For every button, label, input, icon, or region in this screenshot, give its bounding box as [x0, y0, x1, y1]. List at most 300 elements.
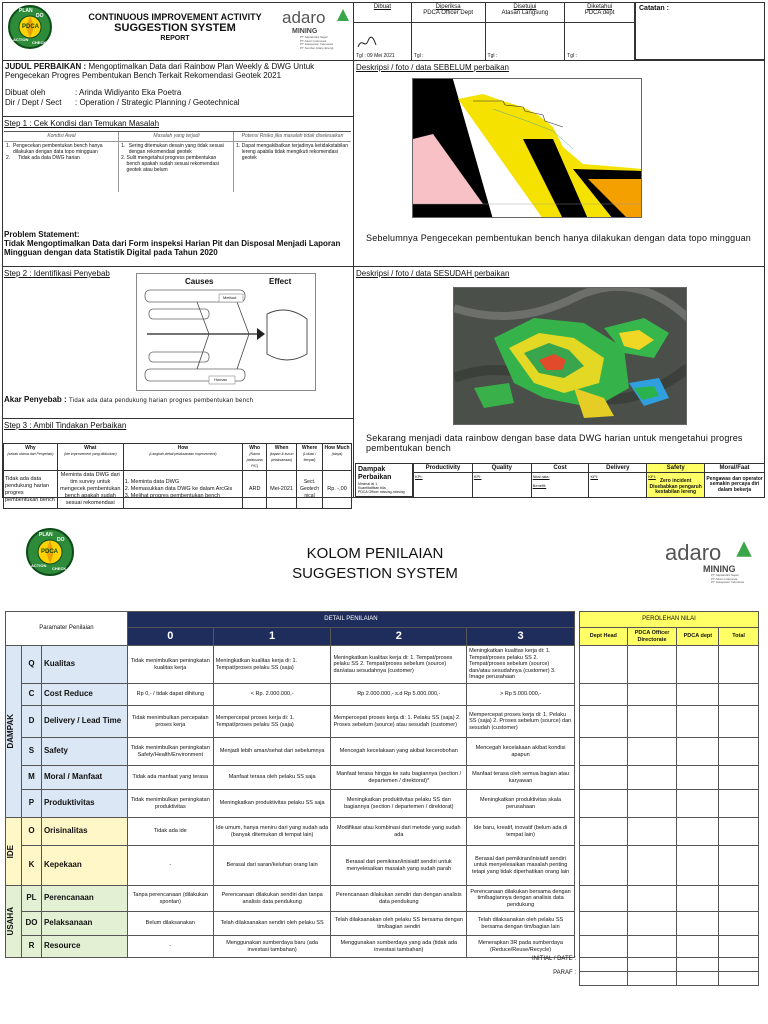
step3-col-how: [123, 444, 242, 471]
akar-row: [4, 395, 349, 405]
step3-col-why: [4, 444, 58, 471]
rainbow-map: [454, 288, 687, 425]
step3-col-what: [57, 444, 123, 471]
sig-disetujui-cell: [485, 3, 565, 23]
dampak-head-productivity: Productivity: [414, 464, 473, 473]
step1-title: Step 1 : Cek Kondisi dan Temukan Masalah: [4, 119, 160, 128]
row-pl-c1: Perencanaan dilakukan sendiri dan tanpa analisis data pendukung: [213, 886, 331, 912]
adaro-logo-2: [665, 540, 760, 590]
step1-col1-item-2: 2. Tidak ada data DWG harian: [6, 155, 80, 161]
dampak-productivity: [414, 473, 473, 498]
dampak-cost: [531, 473, 589, 498]
dampak-delivery-kpi: KPI:: [590, 474, 598, 479]
step1-col1-item-1: 1. Pengecekan pembentukan bench hanya dilakukan dengan data topo mingguan: [6, 143, 116, 155]
dampak-note-2: Kuantitatifkan bila: [358, 486, 386, 490]
sig-tgl-1-cell: [354, 23, 412, 61]
score-m-2[interactable]: [627, 766, 677, 790]
step3-when: Mei-2021: [267, 471, 297, 509]
dept-value: : Operation / Strategic Planning / Geotechnical: [75, 98, 240, 107]
row-c-c3: > Rp 5.000.000,-: [467, 684, 575, 706]
row-k-c0: -: [127, 846, 213, 886]
score-s-2[interactable]: [627, 738, 677, 766]
nilai-header: PEROLEHAN NILAI: [580, 612, 759, 628]
row-p-c1: Meningkatkan produktivitas pelaku SS saja: [213, 790, 331, 818]
dampak-quality: [472, 473, 531, 498]
score-m-1[interactable]: [580, 766, 628, 790]
sesudah-image: [453, 287, 687, 425]
score-r-3[interactable]: [677, 936, 719, 958]
step3-how-3: 3. Melihat progres pembentukan bench: [124, 493, 221, 499]
row-s-code: S: [21, 738, 41, 766]
step2-title: Step 2 : Identifikasi Penyebab: [4, 269, 110, 278]
row-m-name: Moral / Manfaat: [41, 766, 127, 790]
row-m-c3: Manfaat terasa oleh semua bagian atau karyawan: [467, 766, 575, 790]
step1-col1: [6, 143, 116, 161]
row-s-c0: Tidak menimbulkan peningkatan Safety/Health/Environment: [127, 738, 213, 766]
sig-diperiksa-sub: PDCA Officer Dept: [423, 10, 474, 16]
row-s-c2: Mencegah kecelakaan yang akibat kecerobohan: [331, 738, 467, 766]
row-o-c0: Tidak ada ide: [127, 818, 213, 846]
step3-col-who-label: Who: [249, 445, 261, 451]
score-pl-3[interactable]: [677, 886, 719, 912]
pdca-logo: [8, 5, 52, 49]
row-d-name: Delivery / Lead Time: [41, 706, 127, 738]
score-pl-2[interactable]: [627, 886, 677, 912]
nilai-table: [579, 611, 759, 986]
sig-tgl-4: Tgl :: [567, 53, 577, 59]
adaro-brand: adaro: [282, 8, 326, 27]
step3-col-when-label: When: [274, 445, 289, 451]
row-d-code: D: [21, 706, 41, 738]
step1-hline: [4, 141, 351, 142]
row-d-c1: Mempercepat proses kerja di: 1. Tempat/proses pelaku SS (saja): [213, 706, 331, 738]
step1-col1-text-1: Pengecekan pembentukan bench hanya dilakukan dengan data topo mingguan: [13, 143, 103, 155]
company-2: PT Adaro Indonesia: [300, 38, 327, 43]
dibuat-oleh-row: [5, 88, 350, 97]
row-r-c0: -: [127, 936, 213, 958]
row-m-c0: Tidak ada manfaat yang terasa: [127, 766, 213, 790]
step3-how-2: 2. Memasukkan data DWG ke dalam ArcGis: [124, 486, 233, 492]
nilai-col-total: Total: [719, 628, 759, 646]
score-r-2[interactable]: [627, 936, 677, 958]
row-do-c2: Telah dilaksanakan oleh pelaku SS bersama dengan tim/bagian sendiri: [331, 912, 467, 936]
paraf-4[interactable]: [719, 972, 759, 986]
score-do-1[interactable]: [580, 912, 628, 936]
signature-scribble: [356, 35, 378, 51]
step1-col3-text-1: Dapat mengakibatkan terjadinya ketidakstabilan lereng apabila tidak mengikuti rekomendasi geotek: [241, 143, 348, 161]
fishbone-diagram: [136, 273, 316, 391]
step3-col-what-sub: (Ide improvement yang dilakukan): [63, 452, 117, 456]
penilaian-title-2: SUGGESTION SYSTEM: [292, 565, 458, 582]
pdca-logo-2-top: PLAN: [39, 532, 53, 538]
row-q-c0: Tidak menimbulkan peningkatan kualitas kerja: [127, 646, 213, 684]
row-pl-c0: Tanpa perencanaan (dilakukan spontan): [127, 886, 213, 912]
score-o-3[interactable]: [677, 818, 719, 846]
row-p-c3: Meningkatkan produktivitas skala perusahaan: [467, 790, 575, 818]
step3-what: Meminta data DWG dari tim survey untuk mengecek pembentukan bench apakah sudah sesuai rekomendasi: [57, 471, 123, 509]
report-title-3: REPORT: [160, 35, 190, 42]
dampak-safety: [647, 473, 705, 498]
sig-tgl-4-cell: [565, 23, 635, 61]
adaro-sub: MINING: [292, 28, 318, 35]
judul-text: Mengoptimalkan Data dari Rainbow Plan Weekly & DWG Untuk Pengecekan Progres Pembentukan Bench Terkait Rekomendasi Geotek 2021: [5, 62, 315, 80]
row-o-c3: Ide baru, kreatif, inovatif (belum ada di tempat lain): [467, 818, 575, 846]
fishbone-human: Human: [214, 377, 227, 382]
problem-label: Problem Statement:: [4, 230, 80, 239]
company-2-1: PT Saptaindra Sejati: [711, 573, 739, 577]
step3-col-where-sub: (Lokasi / tempat): [302, 452, 317, 462]
dampak-head-safety: Safety: [647, 464, 705, 473]
sesudah-desc: Sekarang menjadi data rainbow dengan base data DWG harian untuk mengetahui progres pembentukan bench: [366, 433, 743, 453]
row-c-c0: Rp 0,- / tidak dapat dihitung: [127, 684, 213, 706]
step1-table: [4, 131, 351, 201]
row-s-c1: Menjadi lebih aman/sehat dari sebelumnya: [213, 738, 331, 766]
row-m-code: M: [21, 766, 41, 790]
step1-col3-item-1: 1. Dapat mengakibatkan terjadinya ketidakstabilan lereng apabila tidak mengikuti rekomendasi geotek: [236, 143, 348, 161]
dampak-note-1: Minimal isi 1: [358, 482, 378, 486]
nilai-col-pdca-dir: PDCA Officer Directorate: [627, 628, 677, 646]
row-c-code: C: [21, 684, 41, 706]
row-p-c0: Tidak menimbulkan peningkatan produktivitas: [127, 790, 213, 818]
row-k-code: K: [21, 846, 41, 886]
score-d-3[interactable]: [677, 706, 719, 738]
score-do-total[interactable]: [719, 912, 759, 936]
dibuat-oleh-label: Dibuat oleh: [5, 88, 46, 97]
score-k-total[interactable]: [719, 846, 759, 886]
row-q-code: Q: [21, 646, 41, 684]
paraf-1[interactable]: [580, 972, 628, 986]
row-k-c1: Berasal dari saran/keluhan orang lain: [213, 846, 331, 886]
adaro-logo: [282, 8, 352, 53]
report-title-2: SUGGESTION SYSTEM: [114, 22, 236, 34]
group-dampak-label: DAMPAK: [6, 714, 15, 749]
score-s-total[interactable]: [719, 738, 759, 766]
score-o-1[interactable]: [580, 818, 628, 846]
row-q-c3: Meningkatkan kualitas kerja di: 1. Tempat/proses pelaku SS 2. Tempat/proses sebelum (source) dan/atau sesudahnya (customer) 3. Image perusahaan: [467, 646, 575, 684]
score-pl-1[interactable]: [580, 886, 628, 912]
report-title-1: CONTINUOUS IMPROVEMENT ACTIVITY: [88, 12, 262, 22]
row-r-c3: Menerapkan 3R pada sumberdaya (Reduce/Reuse/Recycle): [467, 936, 575, 958]
row-do-code: DO: [21, 912, 41, 936]
score-c-3[interactable]: [677, 684, 719, 706]
row-o-c2: Modifikasi atau kombinasi dari metode yang sudah ada: [331, 818, 467, 846]
row-m-c2: Manfaat terasa hingga ke satu bagiannya (section / departemen / direktorat)*: [331, 766, 467, 790]
row-k-c2: Berasal dari pemikiran/inisiatif sendiri untuk menyelesaikan masalah yang sudah parah: [331, 846, 467, 886]
initial-1[interactable]: [580, 958, 628, 972]
initial-3[interactable]: [677, 958, 719, 972]
row-c-name: Cost Reduce: [41, 684, 127, 706]
step3-col-howmuch-sub: (biaya): [331, 452, 343, 456]
sig-diketahui: Diketahui: [587, 4, 613, 10]
dampak-notes: [358, 482, 410, 494]
row-s-name: Safety: [41, 738, 127, 766]
paraf-2[interactable]: [627, 972, 677, 986]
score-p-2[interactable]: [627, 790, 677, 818]
step3-col-where: [297, 444, 323, 471]
step1-col2: [121, 143, 231, 173]
step3-col-when-sub: (kapan & kurun pelaksanaan): [269, 452, 294, 462]
nilai-col-pdca-dept: PDCA dept: [677, 628, 719, 646]
company-2-2: PT Adaro Indonesia: [711, 576, 738, 581]
step1-col2-item-2: 2. Sulit mengetahui progress pembentukan bench apakah sudah sesuai rekomendasi geotek atau belum: [121, 155, 231, 173]
score-do-2[interactable]: [627, 912, 677, 936]
step3-why: Tidak ada data pendukung harian progres pembentukan bench: [4, 471, 58, 509]
pdca-logo-check: CHECK: [32, 40, 47, 45]
dampak-productivity-kpi: KPI:: [415, 474, 423, 479]
sig-dibuat: Dibuat: [373, 4, 392, 10]
column-divider: [353, 60, 354, 498]
score-c-2[interactable]: [627, 684, 677, 706]
row-k-name: Kepekaan: [41, 846, 127, 886]
dampak-cost-benefit: Benefit:: [532, 483, 547, 488]
dampak-note-3: PDCA Officer missing-missing: [358, 490, 405, 494]
company-2-3: PT Jasapower Indonesia: [711, 580, 744, 584]
row-d-c2: Mempercepat proses kerja di: 1. Pelaku SS (saja) 2. Proses sebelum (source) atau sesudah (customer): [331, 706, 467, 738]
row-o-name: Orisinalitas: [41, 818, 127, 846]
penilaian-title-1: KOLOM PENILAIAN: [306, 545, 444, 562]
sig-disetujui: Disetujui: [513, 4, 537, 10]
catatan-label: Catatan :: [639, 5, 669, 12]
adaro-companies: [300, 36, 333, 50]
sig-tgl-2: Tgl :: [413, 53, 424, 59]
sig-tgl-1: Tgl : 09 Mei 2021: [356, 53, 395, 59]
step1-col-head-2: Masalah yang terjadi: [153, 133, 200, 139]
group-dampak: [6, 646, 22, 818]
score-m-3[interactable]: [677, 766, 719, 790]
group-usaha-label: USAHA: [6, 907, 15, 936]
step1-col2-text-1: Sering ditemukan desain yang tidak sesuai dengan rekomendasi geotek: [128, 143, 224, 155]
dampak-head-cost: Cost: [531, 464, 589, 473]
score-d-1[interactable]: [580, 706, 628, 738]
dampak-safety-text: Zero incident Disebabkan pengaruh kestabilan lereng: [649, 478, 702, 495]
fishbone-effect: Effect: [269, 277, 292, 286]
level-1: 1: [213, 628, 331, 646]
sig-diperiksa-cell: [411, 3, 485, 23]
signature-table: [353, 2, 635, 61]
pdca-logo-2-action: ACTION: [31, 563, 47, 568]
row-m-c1: Manfaat terasa oleh pelaku SS saja: [213, 766, 331, 790]
score-d-total[interactable]: [719, 706, 759, 738]
sebelum-desc: Sebelumnya Pengecekan pembentukan bench hanya dilakukan dengan data topo mingguan: [366, 233, 751, 243]
dampak-delivery: [589, 473, 647, 498]
row-pl-name: Perencanaan: [41, 886, 127, 912]
row-c-c2: Rp 2.000.000,- s.d Rp 5.000.000,-: [331, 684, 467, 706]
step3-col-where-label: Where: [301, 445, 318, 451]
step1-col3: [236, 143, 348, 161]
akar-label: Akar Penyebab :: [4, 395, 67, 404]
score-d-2[interactable]: [627, 706, 677, 738]
step3-divider: [2, 418, 353, 419]
score-s-3[interactable]: [677, 738, 719, 766]
row-do-name: Pelaksanaan: [41, 912, 127, 936]
problem-text: Tidak Mengoptimalkan Data dari Form inspeksi Harian Pit dan Disposal Menjadi Laporan Mingguan dengan data Statistik Digital pada Tahun 2020: [4, 239, 341, 257]
penilaian-table: [5, 611, 575, 958]
pdca-logo-action: ACTION: [13, 37, 29, 42]
row-o-c1: Ide umum, hanya meniru dari yang sudah ada (banyak ditemukan di tempat lain): [213, 818, 331, 846]
row-q-name: Kualitas: [41, 646, 127, 684]
cross-section-drawing: [413, 79, 642, 218]
score-q-2[interactable]: [627, 646, 677, 684]
row-r-name: Resource: [41, 936, 127, 958]
fishbone-method: Method: [223, 295, 237, 300]
score-q-3[interactable]: [677, 646, 719, 684]
dampak-moral: Pengawas dan operator semakin percaya diri dalam bekerja: [705, 473, 765, 498]
score-p-3[interactable]: [677, 790, 719, 818]
sig-diperiksa: Diperiksa: [435, 4, 461, 10]
adaro-brand-2: adaro: [665, 540, 722, 565]
initial-4[interactable]: [719, 958, 759, 972]
row-s-c3: Mencegah kecelakaan akibat kondisi apapun: [467, 738, 575, 766]
row-p-name: Produktivitas: [41, 790, 127, 818]
score-m-total[interactable]: [719, 766, 759, 790]
paraf-label: PARAF :: [553, 970, 576, 976]
step3-col-how-sub: (Langkah-detail pelaksanaan improvement): [149, 452, 217, 456]
score-r-total[interactable]: [719, 936, 759, 958]
row-p-code: P: [21, 790, 41, 818]
step3-col-howmuch-label: How Much: [324, 445, 350, 451]
step1-col-head-3: Potensi Risiko jika masalah tidak diselesaikan: [241, 133, 344, 139]
akar-text: Tidak ada data pendukung harian progres pembentukan bench: [68, 398, 254, 404]
score-c-total[interactable]: [719, 684, 759, 706]
nilai-col-depthead: Dept Head: [580, 628, 628, 646]
company-3: PT Jasapower Indonesia: [300, 42, 333, 46]
row-do-c0: Belum dilaksanakan: [127, 912, 213, 936]
sig-tgl-3-cell: [485, 23, 565, 61]
pdca-logo-2-do: DO: [57, 537, 65, 543]
row-p-c2: Meningkatkan produktivitas pelaku SS dan bagiannya (section / departemen / direktorat): [331, 790, 467, 818]
level-2: 2: [331, 628, 467, 646]
sig-disetujui-sub: Atasan Langsung: [501, 10, 549, 16]
pdca-logo-2: [26, 528, 74, 576]
score-p-total[interactable]: [719, 790, 759, 818]
score-pl-total[interactable]: [719, 886, 759, 912]
score-c-1[interactable]: [580, 684, 628, 706]
row-q-c1: Meningkatkan kualitas kerja di: 1. Tempat/proses pelaku SS (saja): [213, 646, 331, 684]
pdca-logo-2-check: CHECK: [52, 566, 67, 571]
param-header: Paramater Penilaian: [6, 612, 128, 646]
step1-col2-text-2: Sulit mengetahui progress pembentukan bench apakah sudah sesuai rekomendasi geotek atau belum: [126, 155, 219, 173]
dampak-head-delivery: Delivery: [589, 464, 647, 473]
step3-col-what-label: What: [84, 445, 97, 451]
sig-dibuat-cell: [354, 3, 412, 23]
judul-block: [5, 62, 350, 80]
pdca-logo-top: PLAN: [19, 8, 33, 14]
dampak-table: [413, 463, 765, 498]
sesudah-title: Deskripsi / foto / data SESUDAH perbaikan: [356, 269, 510, 278]
fishbone-causes: Causes: [185, 277, 214, 286]
dampak-label: Dampak Perbaikan: [358, 466, 392, 481]
step3-col-how-label: How: [177, 445, 189, 451]
paraf-3[interactable]: [677, 972, 719, 986]
score-k-3[interactable]: [677, 846, 719, 886]
score-r-1[interactable]: [580, 936, 628, 958]
step3-col-who: [243, 444, 267, 471]
row-pl-c3: Perencanaan dilakukan bersama dengan tim/bagiannya dengan analisis data pendukung: [467, 886, 575, 912]
step2-divider: [2, 266, 353, 267]
dampak-quality-kpi: KPI:: [473, 474, 482, 479]
sesudah-divider: [353, 266, 765, 267]
dampak-head-moral: Moral/Faat: [705, 464, 765, 473]
score-do-3[interactable]: [677, 912, 719, 936]
step1-col1-text-2: Tidak ada data DWG harian: [18, 155, 80, 161]
pdca-logo-2-center: PDCA: [41, 549, 59, 555]
step3-title: Step 3 : Ambil Tindakan Perbaikan: [4, 421, 127, 430]
adaro-sub-2: MINING: [703, 564, 736, 574]
group-ide-label: IDE: [6, 844, 15, 859]
step3-how-1: 1. Meminta data DWG: [124, 479, 180, 485]
row-r-c1: Menggunakan sumberdaya baru (ada investasi tambahan): [213, 936, 331, 958]
judul-label: JUDUL PERBAIKAN :: [5, 62, 87, 71]
row-r-c2: Menggunakan sumberdaya yang ada (tidak ada investasi tambahan): [331, 936, 467, 958]
score-o-total[interactable]: [719, 818, 759, 846]
step3-who: ARD: [243, 471, 267, 509]
dampak-label-cell: [355, 463, 413, 497]
row-do-c3: Telah dilaksanakan oleh pelaku SS bersama dengan tim/bagian lain: [467, 912, 575, 936]
catatan-box: [635, 2, 765, 60]
step3-how: [123, 471, 242, 509]
sebelum-image: [412, 78, 642, 218]
score-o-2[interactable]: [627, 818, 677, 846]
step3-col-when: [267, 444, 297, 471]
level-0: 0: [127, 628, 213, 646]
dampak-head-quality: Quality: [472, 464, 531, 473]
row-c-c1: < Rp. 2.000.000,-: [213, 684, 331, 706]
header-divider: [2, 60, 765, 61]
row-r-code: R: [21, 936, 41, 958]
fishbone-lines: [137, 274, 317, 392]
level-3: 3: [467, 628, 575, 646]
sig-tgl-3: Tgl :: [487, 53, 498, 59]
group-usaha: [6, 886, 22, 958]
dampak-safety-kpi: KPI:: [648, 474, 656, 479]
score-k-1[interactable]: [580, 846, 628, 886]
score-q-1[interactable]: [580, 646, 628, 684]
sebelum-title: Deskripsi / foto / data SEBELUM perbaikan: [356, 63, 509, 72]
score-s-1[interactable]: [580, 738, 628, 766]
score-p-1[interactable]: [580, 790, 628, 818]
step1-divider: [2, 116, 353, 117]
sig-diketahui-sub: PDCA dept: [584, 10, 615, 16]
group-ide: [6, 818, 22, 886]
company-1: PT Saptaindra Sejati: [300, 35, 328, 39]
adaro-leaf-icon-2: [735, 540, 753, 558]
sig-tgl-2-cell: [411, 23, 485, 61]
dampak-cost-nilai: Nilai rata:: [532, 474, 550, 479]
step3-col-howmuch: [323, 444, 352, 471]
step3-col-why-sub: (sebab utama dari Penyebab): [7, 452, 54, 456]
dept-label: Dir / Dept / Sect: [5, 98, 62, 107]
step1-col2-item-1: 1. Sering ditemukan desain yang tidak sesuai dengan rekomendasi geotek: [121, 143, 231, 155]
score-q-total[interactable]: [719, 646, 759, 684]
detail-header: DETAIL PENILAIAN: [127, 612, 574, 628]
adaro-companies-2: [711, 574, 744, 585]
step3-where: Sect. Geotech nical: [297, 471, 323, 509]
initial-2[interactable]: [627, 958, 677, 972]
company-4: PT Sumber Adaro Energi: [300, 45, 334, 50]
step3-col-who-sub: (Nama pelaksana PIC): [246, 452, 263, 468]
row-o-code: O: [21, 818, 41, 846]
adaro-leaf-icon: [336, 8, 350, 22]
row-pl-code: PL: [21, 886, 41, 912]
row-pl-c2: Perencanaan dilakukan sendiri dan dengan analisis data pendukung: [331, 886, 467, 912]
row-d-c3: Mempercepat proses kerja di: 1. Pelaku SS (saja) 2. Proses sebelum (source) dan sesudah (customer): [467, 706, 575, 738]
step3-table: [3, 443, 352, 509]
dept-row: [5, 98, 350, 107]
row-d-c0: Tidak menimbulkan percepatan proses kerja: [127, 706, 213, 738]
dibuat-oleh-value: : Arinda Widiyanto Eka Poetra: [75, 88, 182, 97]
score-k-2[interactable]: [627, 846, 677, 886]
step1-col-head-1: Kondisi Awal: [47, 133, 76, 139]
